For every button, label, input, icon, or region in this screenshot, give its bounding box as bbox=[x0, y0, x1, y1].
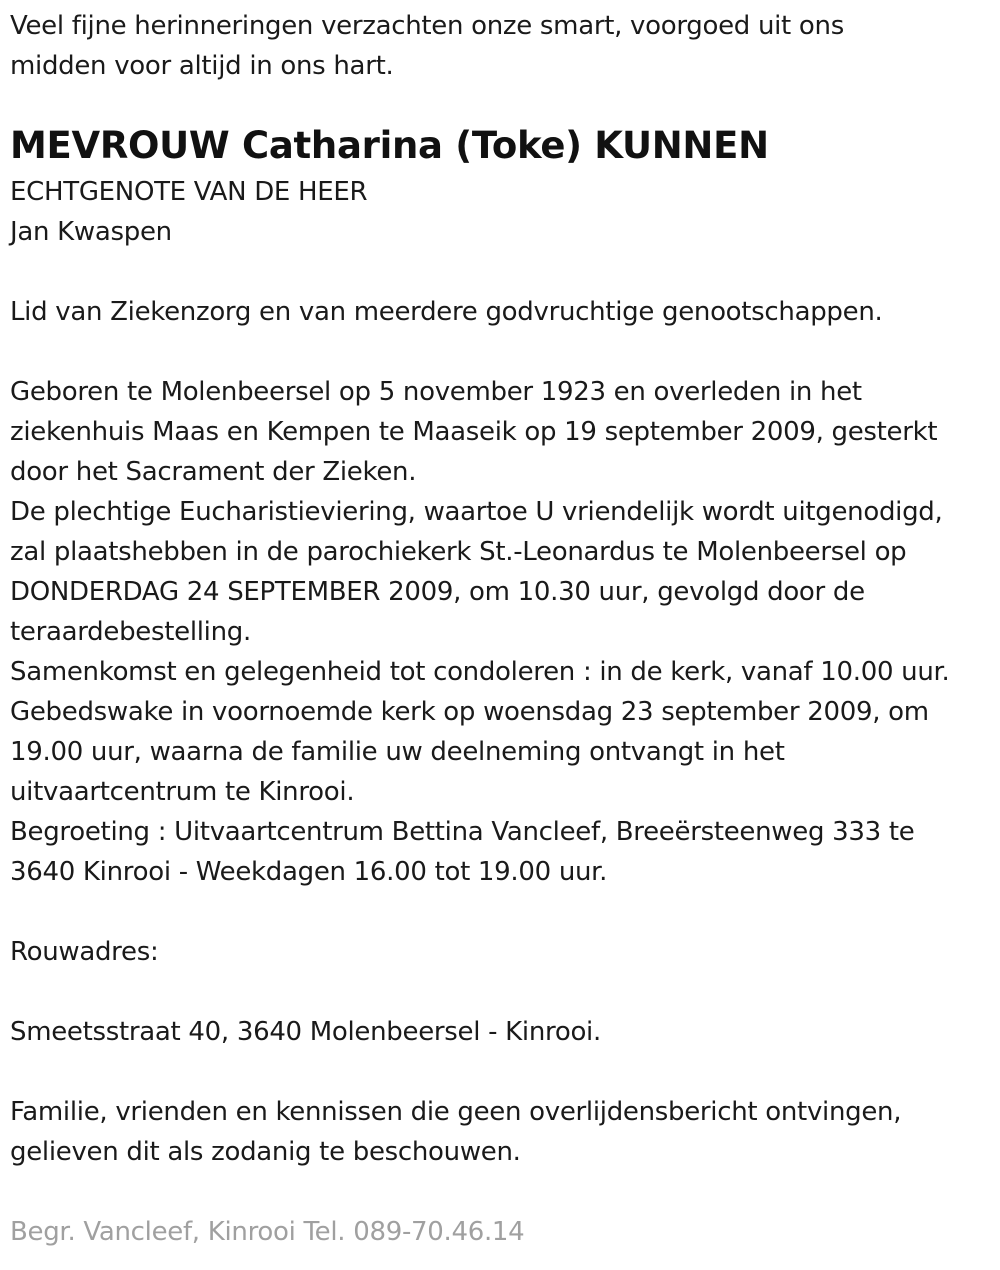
address-value: Smeetsstraat 40, 3640 Molenbeersel - Kinrooi. bbox=[10, 1017, 601, 1047]
spouse-name: Jan Kwaspen bbox=[10, 217, 172, 247]
obituary-notice bbox=[10, 6, 995, 1252]
spacer bbox=[10, 972, 995, 1012]
details-text bbox=[10, 372, 995, 892]
details-line: DONDERDAG 24 SEPTEMBER 2009, om 10.30 uur, gevolgd door de bbox=[10, 577, 865, 607]
intro-line: Veel fijne herinneringen verzachten onze smart, voorgoed uit ons bbox=[10, 11, 844, 41]
details-line: uitvaartcentrum te Kinrooi. bbox=[10, 777, 355, 807]
closing-text bbox=[10, 1092, 995, 1172]
details-line: ziekenhuis Maas en Kempen te Maaseik op 19 september 2009, gesterkt bbox=[10, 417, 938, 447]
details-line: teraardebestelling. bbox=[10, 617, 251, 647]
details-line: 19.00 uur, waarna de familie uw deelneming ontvangt in het bbox=[10, 737, 785, 767]
details-line: Samenkomst en gelegenheid tot condoleren : in de kerk, vanaf 10.00 uur. bbox=[10, 657, 950, 687]
details-line: door het Sacrament der Zieken. bbox=[10, 457, 417, 487]
spacer bbox=[10, 252, 995, 292]
details-line: zal plaatshebben in de parochiekerk St.-Leonardus te Molenbeersel op bbox=[10, 537, 907, 567]
details-line: Geboren te Molenbeersel op 5 november 1923 en overleden in het bbox=[10, 377, 862, 407]
details-line: Gebedswake in voornoemde kerk op woensdag 23 september 2009, om bbox=[10, 697, 929, 727]
details-line: 3640 Kinrooi - Weekdagen 16.00 tot 19.00 uur. bbox=[10, 857, 608, 887]
spacer bbox=[10, 1052, 995, 1092]
closing-line: Familie, vrienden en kennissen die geen overlijdensbericht ontvingen, bbox=[10, 1097, 902, 1127]
spacer bbox=[10, 332, 995, 372]
details-line: De plechtige Eucharistieviering, waartoe U vriendelijk wordt uitgenodigd, bbox=[10, 497, 943, 527]
funeral-director-footer: Begr. Vancleef, Kinrooi Tel. 089-70.46.14 bbox=[10, 1217, 525, 1247]
closing-line: gelieven dit als zodanig te beschouwen. bbox=[10, 1137, 521, 1167]
intro-line: midden voor altijd in ons hart. bbox=[10, 51, 394, 81]
spacer bbox=[10, 1172, 995, 1212]
deceased-name: MEVROUW Catharina (Toke) KUNNEN bbox=[10, 124, 769, 167]
membership-text: Lid van Ziekenzorg en van meerdere godvruchtige genootschappen. bbox=[10, 297, 883, 327]
spacer bbox=[10, 892, 995, 932]
details-line: Begroeting : Uitvaartcentrum Bettina Vancleef, Breeërsteenweg 333 te bbox=[10, 817, 915, 847]
intro-text bbox=[10, 6, 995, 86]
address-label: Rouwadres: bbox=[10, 937, 159, 967]
relation-text: ECHTGENOTE VAN DE HEER bbox=[10, 177, 368, 207]
